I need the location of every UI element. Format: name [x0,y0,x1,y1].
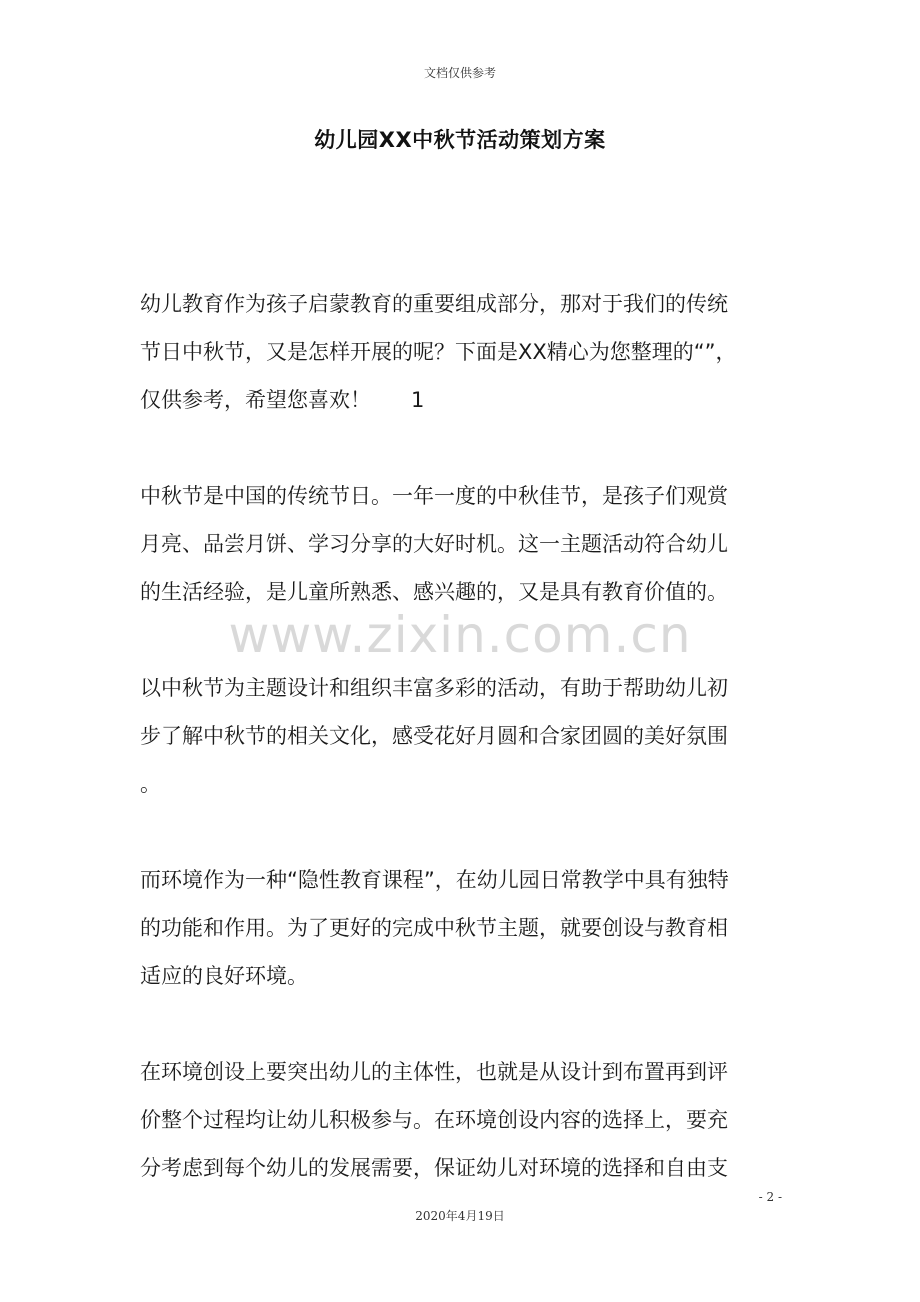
paragraph-line-text: 仅供参考，希望您喜欢！ [140,388,371,412]
paragraph-line: 的生活经验，是儿童所熟悉、感兴趣的，又是具有教育价值的。 [140,580,728,604]
footnote-mark: 1 [411,388,425,412]
paragraph-festival [140,472,780,616]
paragraph-line: 步了解中秋节的相关文化，感受花好月圆和合家团圆的美好氛围 [140,724,728,748]
paragraph-intro [140,280,780,424]
footer-date: 2020年4月19日 [415,1209,505,1223]
watermark: www.zixin.com.cn [228,606,692,664]
header-note: 文档仅供参考 [423,66,496,80]
paragraph-creation [140,1048,780,1192]
page-number: - 2 - [758,1190,782,1204]
paragraph-line: 的功能和作用。为了更好的完成中秋节主题，就要创设与教育相 [140,916,728,940]
paragraph-line: 中秋节是中国的传统节日。一年一度的中秋佳节，是孩子们观赏 [140,484,728,508]
paragraph-environment [140,856,780,1000]
paragraph-line: 适应的良好环境。 [140,964,308,988]
paragraph-line: 而环境作为一种“隐性教育课程”，在幼儿园日常教学中具有独特 [140,868,729,892]
paragraph-line: 以中秋节为主题设计和组织丰富多彩的活动，有助于帮助幼儿初 [140,676,728,700]
document-title: 幼儿园XX中秋节活动策划方案 [314,128,606,152]
paragraph-line: 月亮、品尝月饼、学习分享的大好时机。这一主题活动符合幼儿 [140,532,728,556]
paragraph-line [140,376,780,424]
paragraph-line: 分考虑到每个幼儿的发展需要，保证幼儿对环境的选择和自由支 [140,1156,728,1180]
paragraph-theme [140,664,780,808]
paragraph-line: 。 [140,772,161,796]
paragraph-line: 幼儿教育作为孩子启蒙教育的重要组成部分，那对于我们的传统 [140,292,728,316]
document-body [140,280,780,1240]
paragraph-line: 节日中秋节，又是怎样开展的呢？下面是XX精心为您整理的“”， [140,340,737,364]
paragraph-line: 价整个过程均让幼儿积极参与。在环境创设内容的选择上，要充 [140,1108,728,1132]
paragraph-line: 在环境创设上要突出幼儿的主体性，也就是从设计到布置再到评 [140,1060,728,1084]
